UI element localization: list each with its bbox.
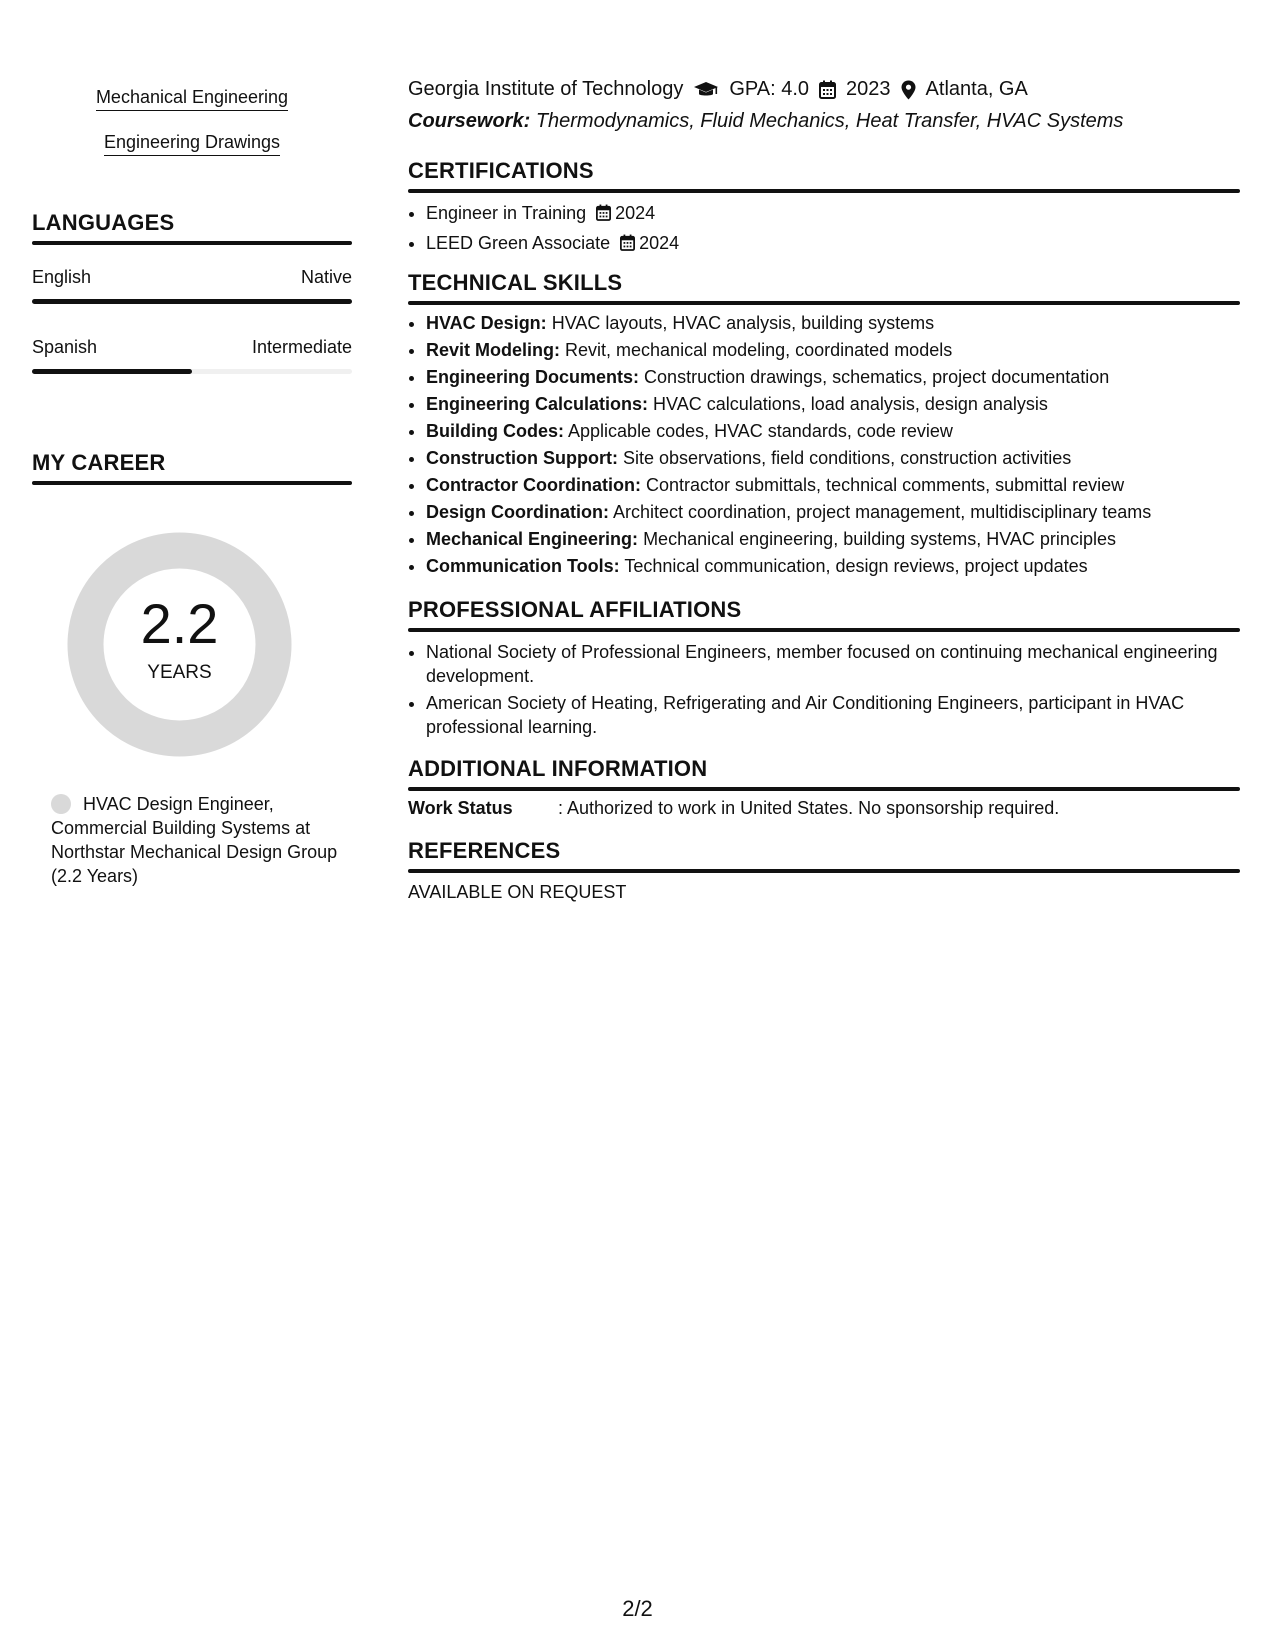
language-level: Native: [300, 267, 352, 287]
certifications-list: [408, 199, 1240, 259]
career-entry: [51, 792, 341, 888]
school-name: Georgia Institute of Technology: [408, 78, 684, 100]
language-row-spanish: [32, 337, 352, 358]
language-name: English: [32, 267, 92, 287]
technical-skills-section: [408, 270, 1240, 580]
proficiency-fill: [32, 369, 192, 374]
list-item: • Engineering Documents: Construction drawings, schematics, project documentation: [426, 364, 1240, 391]
calendar-icon: [620, 231, 635, 259]
tag-engineering-drawings: Engineering Drawings: [32, 132, 352, 156]
coursework-line: [408, 110, 1123, 133]
certifications-section: [408, 158, 1240, 259]
section-title: LANGUAGES: [32, 210, 175, 235]
calendar-icon: [596, 201, 611, 229]
list-item: • Engineering Calculations: HVAC calculations, load analysis, design analysis: [426, 391, 1240, 418]
list-item: • Construction Support: Site observations, field conditions, construction activities: [426, 445, 1240, 472]
section-title: MY CAREER: [32, 450, 166, 475]
section-rule: [408, 869, 1240, 873]
page-number: 2/2: [622, 1596, 653, 1621]
list-item: • Communication Tools: Technical communication, design reviews, project updates: [426, 553, 1240, 580]
list-item: • National Society of Professional Engineers, member focused on continuing mechanical engineering development.: [426, 640, 1240, 688]
affiliations-section: [408, 597, 1240, 742]
references-section: [408, 838, 1240, 903]
graduation-year: 2023: [846, 78, 891, 100]
career-donut-chart: [67, 532, 292, 757]
language-level: Intermediate: [251, 337, 352, 357]
list-item: • LEED Green Associate 2024: [426, 229, 1240, 259]
section-rule: [32, 481, 352, 485]
coursework-list: Thermodynamics, Fluid Mechanics, Heat Transfer, HVAC Systems: [535, 110, 1124, 132]
skills-list: [408, 310, 1240, 580]
section-rule: [408, 301, 1240, 305]
list-item: • Design Coordination: Architect coordination, project management, multidisciplinary teams: [426, 499, 1240, 526]
map-pin-icon: [901, 80, 916, 100]
languages-section: [32, 210, 352, 245]
list-item: • Engineer in Training 2024: [426, 199, 1240, 229]
additional-information-section: [408, 756, 1240, 819]
work-status: [408, 798, 1240, 819]
legend-dot: [51, 794, 71, 814]
section-rule: [408, 787, 1240, 791]
language-row-english: [32, 267, 352, 288]
career-total-value: 2.2: [140, 592, 219, 655]
career-entry-text: HVAC Design Engineer, Commercial Building Systems at Northstar Mechanical Design Group (2.2 Years): [51, 794, 338, 886]
work-status-label: Work Status: [408, 798, 513, 818]
affiliations-list: [408, 640, 1240, 739]
location: Atlanta, GA: [925, 78, 1028, 100]
list-item: • HVAC Design: HVAC layouts, HVAC analysis, building systems: [426, 310, 1240, 337]
section-rule: [408, 628, 1240, 632]
references-text: AVAILABLE ON REQUEST: [408, 882, 627, 902]
career-section: [32, 450, 352, 485]
list-item: • American Society of Heating, Refrigerating and Air Conditioning Engineers, participant in HVAC professional learning.: [426, 691, 1240, 739]
coursework-label: Coursework:: [408, 110, 531, 132]
education-line: [408, 78, 1028, 101]
proficiency-bar-spanish: [32, 369, 352, 374]
list-item: • Building Codes: Applicable codes, HVAC standards, code review: [426, 418, 1240, 445]
proficiency-bar-english: [32, 299, 352, 304]
tag-mechanical-engineering: Mechanical Engineering: [32, 87, 352, 111]
section-title: REFERENCES: [408, 838, 561, 863]
list-item: • Revit Modeling: Revit, mechanical modeling, coordinated models: [426, 337, 1240, 364]
section-rule: [32, 241, 352, 245]
list-item: • Contractor Coordination: Contractor submittals, technical comments, submittal review: [426, 472, 1240, 499]
calendar-icon: [819, 80, 836, 99]
graduation-cap-icon: [693, 81, 719, 99]
section-title: TECHNICAL SKILLS: [408, 270, 623, 295]
section-title: ADDITIONAL INFORMATION: [408, 756, 708, 781]
career-total-unit: YEARS: [147, 662, 212, 683]
proficiency-fill: [32, 299, 352, 304]
section-rule: [408, 189, 1240, 193]
list-item: • Mechanical Engineering: Mechanical engineering, building systems, HVAC principles: [426, 526, 1240, 553]
language-name: Spanish: [32, 337, 98, 357]
section-title: PROFESSIONAL AFFILIATIONS: [408, 597, 742, 622]
gpa: GPA: 4.0: [729, 78, 810, 100]
work-status-value: : Authorized to work in United States. No sponsorship required.: [558, 798, 1060, 818]
section-title: CERTIFICATIONS: [408, 158, 594, 183]
